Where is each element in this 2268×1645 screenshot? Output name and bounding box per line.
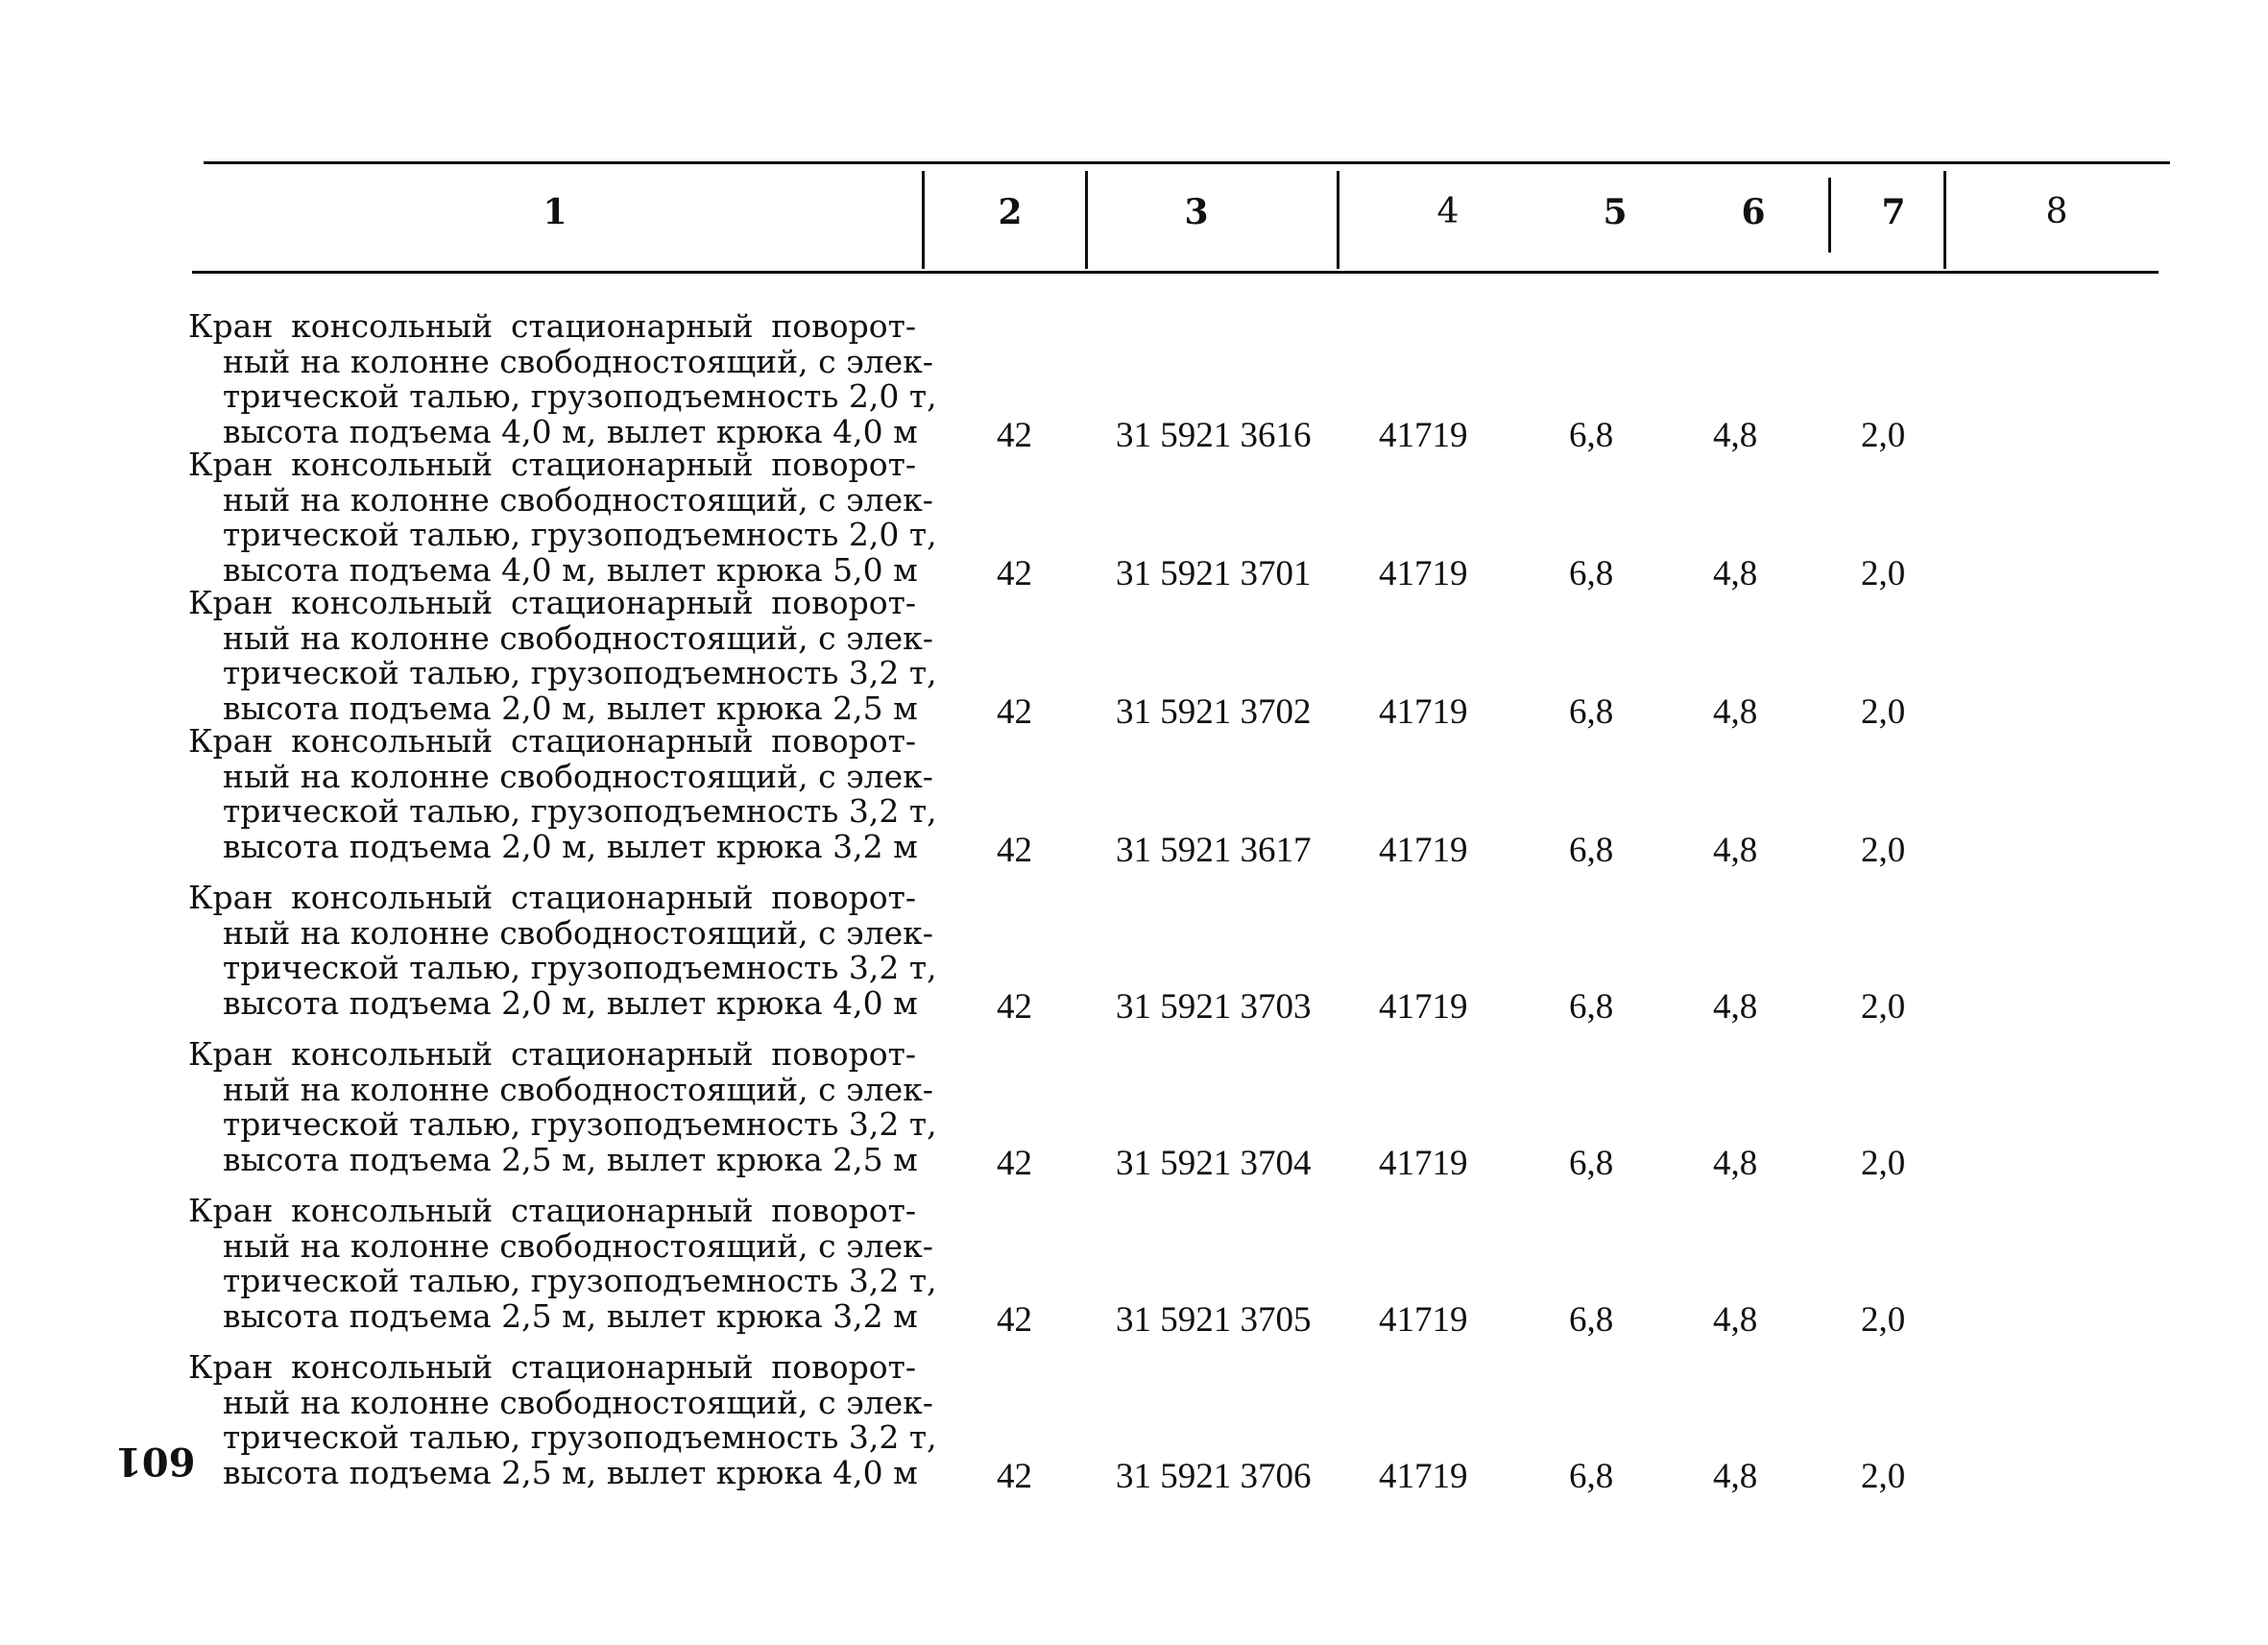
header-divider	[1828, 178, 1831, 253]
description-line: Кран консольный стационарный поворот-	[188, 879, 916, 916]
cell-c7: 2,0	[1861, 1300, 1906, 1340]
column-header-5: 5	[1603, 192, 1628, 232]
cell-c6: 4,8	[1713, 554, 1758, 593]
item-description	[188, 1348, 937, 1491]
description-line: трической талью, грузоподъемность 3,2 т,	[223, 1105, 937, 1143]
cell-c3: 31 5921 3704	[1116, 1144, 1312, 1183]
description-line: высота подъема 2,5 м, вылет крюка 4,0 м	[223, 1453, 918, 1491]
description-line: трической талью, грузоподъемность 2,0 т,	[223, 516, 937, 553]
description-line: трической талью, грузоподъемность 3,2 т,	[223, 949, 937, 986]
cell-c7: 2,0	[1861, 416, 1906, 455]
cell-c5: 6,8	[1569, 1457, 1614, 1496]
cell-c7: 2,0	[1861, 1144, 1906, 1183]
header-top-rule	[204, 161, 2170, 164]
cell-c4: 41719	[1379, 416, 1468, 455]
item-description	[188, 584, 937, 727]
description-line: ный на колонне свободностоящий, с элек-	[223, 913, 933, 952]
description-line: ный на колонне свободностоящий, с элек-	[223, 342, 933, 380]
description-line: высота подъема 2,0 м, вылет крюка 3,2 м	[223, 827, 918, 865]
header-divider	[922, 171, 925, 269]
cell-c2: 42	[997, 987, 1032, 1027]
description-line: Кран консольный стационарный поворот-	[188, 584, 916, 621]
description-line: высота подъема 2,0 м, вылет крюка 2,5 м	[223, 689, 918, 727]
description-line: трической талью, грузоподъемность 2,0 т,	[223, 377, 937, 415]
description-line: высота подъема 4,0 м, вылет крюка 4,0 м	[223, 412, 918, 450]
item-description	[188, 307, 937, 450]
description-line: трической талью, грузоподъемность 3,2 т,	[223, 1262, 937, 1299]
cell-c6: 4,8	[1713, 1144, 1758, 1183]
cell-c7: 2,0	[1861, 554, 1906, 593]
cell-c6: 4,8	[1713, 416, 1758, 455]
cell-c4: 41719	[1379, 554, 1468, 593]
cell-c6: 4,8	[1713, 831, 1758, 870]
cell-c3: 31 5921 3702	[1116, 692, 1312, 732]
cell-c2: 42	[997, 1457, 1032, 1496]
cell-c3: 31 5921 3706	[1116, 1457, 1312, 1496]
header-bottom-rule	[192, 271, 2159, 274]
cell-c3: 31 5921 3705	[1116, 1300, 1312, 1340]
description-line: Кран консольный стационарный поворот-	[188, 1192, 916, 1229]
cell-c4: 41719	[1379, 692, 1468, 732]
cell-c5: 6,8	[1569, 554, 1614, 593]
cell-c7: 2,0	[1861, 1457, 1906, 1496]
description-line: Кран консольный стационарный поворот-	[188, 446, 916, 483]
description-line: трической талью, грузоподъемность 3,2 т,	[223, 654, 937, 691]
cell-c2: 42	[997, 831, 1032, 870]
cell-c5: 6,8	[1569, 831, 1614, 870]
cell-c5: 6,8	[1569, 1300, 1614, 1340]
description-line: высота подъема 2,5 м, вылет крюка 2,5 м	[223, 1140, 918, 1178]
description-line: ный на колонне свободностоящий, с элек-	[223, 1383, 933, 1421]
header-divider	[1943, 171, 1946, 269]
cell-c5: 6,8	[1569, 692, 1614, 732]
item-description	[188, 1192, 937, 1335]
cell-c4: 41719	[1379, 1300, 1468, 1340]
description-line: ный на колонне свободностоящий, с элек-	[223, 757, 933, 795]
description-line: высота подъема 4,0 м, вылет крюка 5,0 м	[223, 550, 918, 589]
cell-c2: 42	[997, 1144, 1032, 1183]
cell-c4: 41719	[1379, 1457, 1468, 1496]
cell-c4: 41719	[1379, 987, 1468, 1027]
column-header-2: 2	[998, 192, 1023, 232]
description-line: ный на колонне свободностоящий, с элек-	[223, 480, 933, 519]
cell-c7: 2,0	[1861, 692, 1906, 732]
cell-c4: 41719	[1379, 1144, 1468, 1183]
cell-c2: 42	[997, 554, 1032, 593]
cell-c2: 42	[997, 692, 1032, 732]
description-line: ный на колонне свободностоящий, с элек-	[223, 1226, 933, 1265]
description-line: Кран консольный стационарный поворот-	[188, 307, 916, 345]
description-line: ный на колонне свободностоящий, с элек-	[223, 618, 933, 657]
item-description	[188, 446, 937, 589]
item-description	[188, 1035, 937, 1178]
column-header-4: 4	[1436, 192, 1460, 231]
cell-c5: 6,8	[1569, 987, 1614, 1027]
item-description	[188, 722, 937, 865]
column-header-3: 3	[1184, 192, 1209, 232]
column-header-7: 7	[1881, 192, 1906, 232]
column-header-8: 8	[2045, 192, 2068, 231]
page-number: 601	[115, 1439, 196, 1484]
header-divider	[1085, 171, 1088, 269]
description-line: Кран консольный стационарный поворот-	[188, 1035, 916, 1073]
cell-c3: 31 5921 3701	[1116, 554, 1312, 593]
description-line: трической талью, грузоподъемность 3,2 т,	[223, 792, 937, 830]
description-line: Кран консольный стационарный поворот-	[188, 722, 916, 760]
cell-c3: 31 5921 3617	[1116, 831, 1312, 870]
cell-c4: 41719	[1379, 831, 1468, 870]
cell-c2: 42	[997, 416, 1032, 455]
cell-c6: 4,8	[1713, 692, 1758, 732]
description-line: Кран консольный стационарный поворот-	[188, 1348, 916, 1386]
header-divider	[1337, 171, 1339, 269]
cell-c3: 31 5921 3703	[1116, 987, 1312, 1027]
cell-c7: 2,0	[1861, 987, 1906, 1027]
cell-c6: 4,8	[1713, 987, 1758, 1027]
cell-c2: 42	[997, 1300, 1032, 1340]
description-line: высота подъема 2,5 м, вылет крюка 3,2 м	[223, 1296, 918, 1335]
item-description	[188, 879, 937, 1022]
cell-c6: 4,8	[1713, 1457, 1758, 1496]
cell-c7: 2,0	[1861, 831, 1906, 870]
description-line: высота подъема 2,0 м, вылет крюка 4,0 м	[223, 983, 918, 1022]
description-line: трической талью, грузоподъемность 3,2 т,	[223, 1418, 937, 1456]
cell-c5: 6,8	[1569, 1144, 1614, 1183]
cell-c3: 31 5921 3616	[1116, 416, 1312, 455]
column-header-1: 1	[543, 192, 567, 232]
description-line: ный на колонне свободностоящий, с элек-	[223, 1070, 933, 1108]
cell-c5: 6,8	[1569, 416, 1614, 455]
cell-c6: 4,8	[1713, 1300, 1758, 1340]
column-header-6: 6	[1741, 192, 1766, 232]
